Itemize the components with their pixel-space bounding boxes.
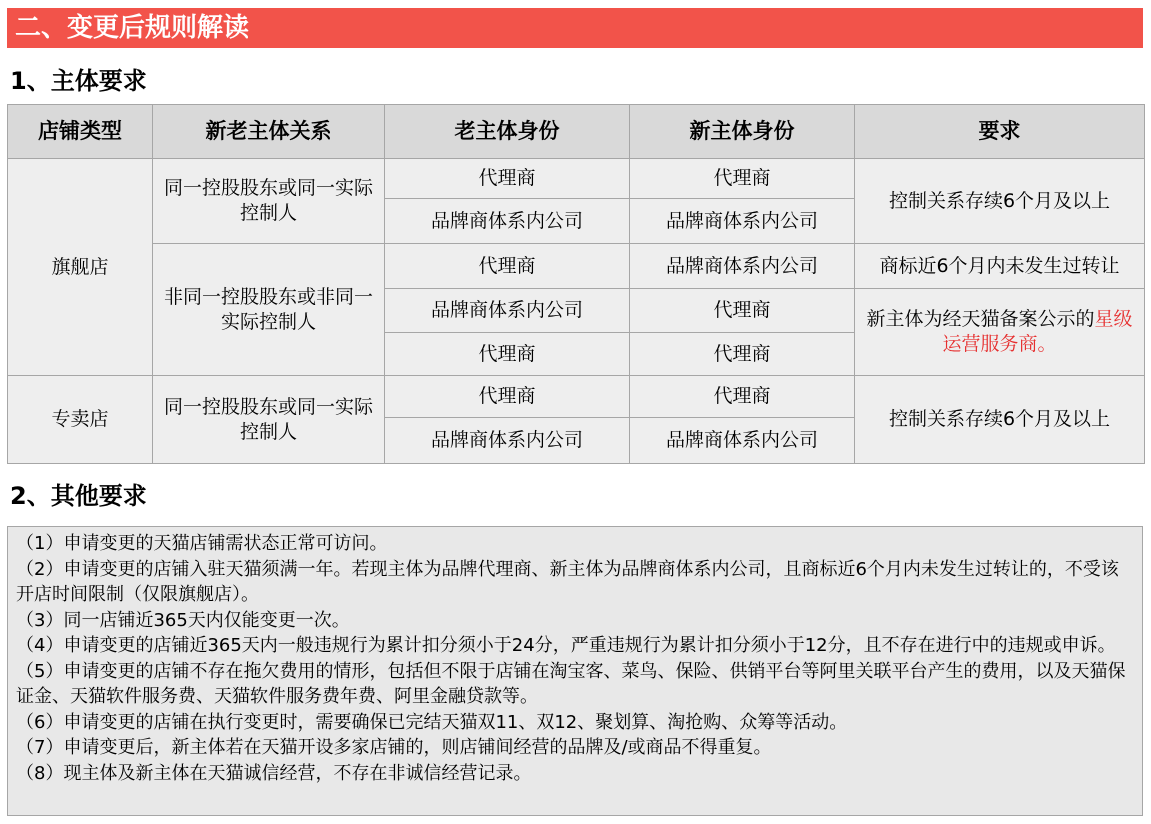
- list-item: （3）同一店铺近365天内仅能变更一次。: [16, 609, 350, 631]
- requirement-cell: 商标近6个月内未发生过转让: [855, 244, 1145, 289]
- list-item: （5）申请变更的店铺不存在拖欠费用的情形，包括但不限于店铺在淘宝客、菜鸟、保险、供销平台等阿里关联平台产生的费用，以及天猫保证金、天猫软件服务费、天猫软件服务费年费、阿里金融贷款等。: [16, 660, 1126, 707]
- old-identity-cell: 品牌商体系内公司: [385, 199, 630, 244]
- requirement-highlight: 星级运营服务商。: [942, 308, 1133, 355]
- header-new-identity: 新主体身份: [630, 105, 855, 159]
- header-requirement: 要求: [855, 105, 1145, 159]
- list-item: （8）现主体及新主体在天猫诚信经营，不存在非诚信经营记录。: [16, 762, 532, 784]
- list-item: （6）申请变更的店铺在执行变更时，需要确保已完结天猫双11、双12、聚划算、淘抢购、众筹等活动。: [16, 711, 848, 733]
- list-item: （1）申请变更的天猫店铺需状态正常可访问。: [16, 533, 388, 554]
- old-identity-cell: 代理商: [385, 159, 630, 199]
- header-store-type: 店铺类型: [8, 105, 153, 159]
- requirement-cell: 控制关系存续6个月及以上: [855, 376, 1145, 464]
- new-identity-cell: 品牌商体系内公司: [630, 199, 855, 244]
- list-item: （7）申请变更后，新主体若在天猫开设多家店铺的，则店铺间经营的品牌及/或商品不得重复。: [16, 737, 772, 758]
- new-identity-cell: 代理商: [630, 289, 855, 333]
- store-type-flagship: 旗舰店: [8, 159, 153, 376]
- requirement-text: 新主体为经天猫备案公示的: [866, 308, 1095, 330]
- new-identity-cell: 代理商: [630, 333, 855, 376]
- table-row: [8, 244, 1145, 289]
- section-title-subject-requirements: 1、主体要求: [10, 67, 147, 95]
- section-banner: 二、变更后规则解读: [7, 8, 1143, 48]
- old-identity-cell: 代理商: [385, 244, 630, 289]
- requirement-cell: [855, 289, 1145, 376]
- old-identity-cell: 品牌商体系内公司: [385, 289, 630, 333]
- requirement-cell: 控制关系存续6个月及以上: [855, 159, 1145, 244]
- table-header-row: [8, 105, 1145, 159]
- relation-cell: 同一控股股东或同一实际控制人: [153, 376, 385, 464]
- header-old-identity: 老主体身份: [385, 105, 630, 159]
- header-relation: 新老主体关系: [153, 105, 385, 159]
- other-requirements-box: [7, 526, 1143, 816]
- new-identity-cell: 代理商: [630, 159, 855, 199]
- requirements-table: [7, 104, 1145, 464]
- old-identity-cell: 品牌商体系内公司: [385, 418, 630, 464]
- relation-cell: 同一控股股东或同一实际控制人: [153, 159, 385, 244]
- table-row: [8, 376, 1145, 418]
- section-title-other-requirements: 2、其他要求: [10, 482, 147, 510]
- new-identity-cell: 品牌商体系内公司: [630, 418, 855, 464]
- relation-cell: 非同一控股股东或非同一实际控制人: [153, 244, 385, 376]
- old-identity-cell: 代理商: [385, 333, 630, 376]
- new-identity-cell: 品牌商体系内公司: [630, 244, 855, 289]
- list-item: （2）申请变更的店铺入驻天猫须满一年。若现主体为品牌代理商、新主体为品牌商体系内公司，且商标近6个月内未发生过转让的，不受该开店时间限制（仅限旗舰店）。: [16, 558, 1119, 605]
- list-item: （4）申请变更的店铺近365天内一般违规行为累计扣分须小于24分，严重违规行为累计扣分须小于12分，且不存在进行中的违规或申诉。: [16, 635, 1116, 656]
- old-identity-cell: 代理商: [385, 376, 630, 418]
- table-row: [8, 159, 1145, 199]
- store-type-specialty: 专卖店: [8, 376, 153, 464]
- new-identity-cell: 代理商: [630, 376, 855, 418]
